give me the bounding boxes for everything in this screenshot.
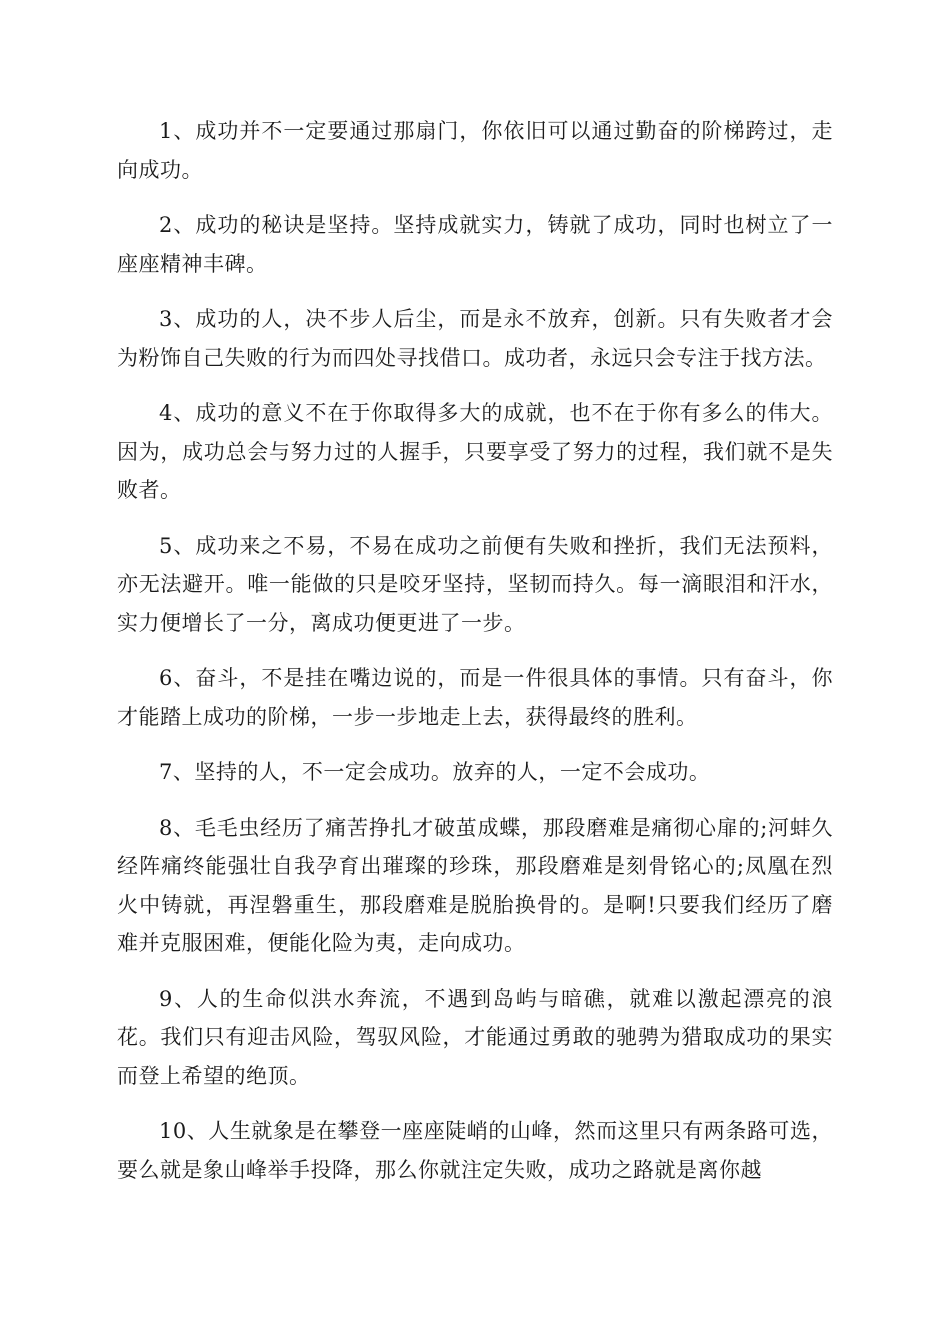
paragraph-5: 5、成功来之不易，不易在成功之前便有失败和挫折，我们无法预料，亦无法避开。唯一能做的只是咬牙坚持，坚韧而持久。每一滴眼泪和汗水，实力便增长了一分，离成功便更进了一步。 [117, 533, 833, 635]
paragraph-1: 1、成功并不一定要通过那扇门，你依旧可以通过勤奋的阶梯跨过，走向成功。 [117, 119, 833, 182]
paragraph-6: 6、奋斗，不是挂在嘴边说的，而是一件很具体的事情。只有奋斗，你才能踏上成功的阶梯，一步一步地走上去，获得最终的胜利。 [117, 666, 833, 729]
document-body [117, 112, 833, 1206]
paragraph-4: 4、成功的意义不在于你取得多大的成就，也不在于你有多么的伟大。因为，成功总会与努力过的人握手，只要享受了努力的过程，我们就不是失败者。 [117, 401, 833, 502]
paragraph-10: 10、人生就象是在攀登一座座陡峭的山峰，然而这里只有两条路可选，要么就是象山峰举手投降，那么你就注定失败，成功之路就是离你越 [117, 1119, 833, 1182]
paragraph-7: 7、坚持的人，不一定会成功。放弃的人，一定不会成功。 [159, 760, 711, 784]
paragraph-3: 3、成功的人，决不步人后尘，而是永不放弃，创新。只有失败者才会为粉饰自己失败的行为而四处寻找借口。成功者，永远只会专注于找方法。 [117, 307, 833, 370]
paragraph-2: 2、成功的秘诀是坚持。坚持成就实力，铸就了成功，同时也树立了一座座精神丰碑。 [117, 213, 833, 276]
paragraph-8: 8、毛毛虫经历了痛苦挣扎才破茧成蝶，那段磨难是痛彻心扉的;河蚌久经阵痛终能强壮自我孕育出璀璨的珍珠，那段磨难是刻骨铭心的;凤凰在烈火中铸就，再涅磐重生，那段磨难是脱胎换骨的。是啊!只要我们经历了磨难并克服困难，便能化险为夷，走向成功。 [117, 815, 833, 955]
paragraph-9: 9、人的生命似洪水奔流，不遇到岛屿与暗礁，就难以激起漂亮的浪花。我们只有迎击风险，驾驭风险，才能通过勇敢的驰骋为猎取成功的果实而登上希望的绝顶。 [117, 986, 833, 1088]
